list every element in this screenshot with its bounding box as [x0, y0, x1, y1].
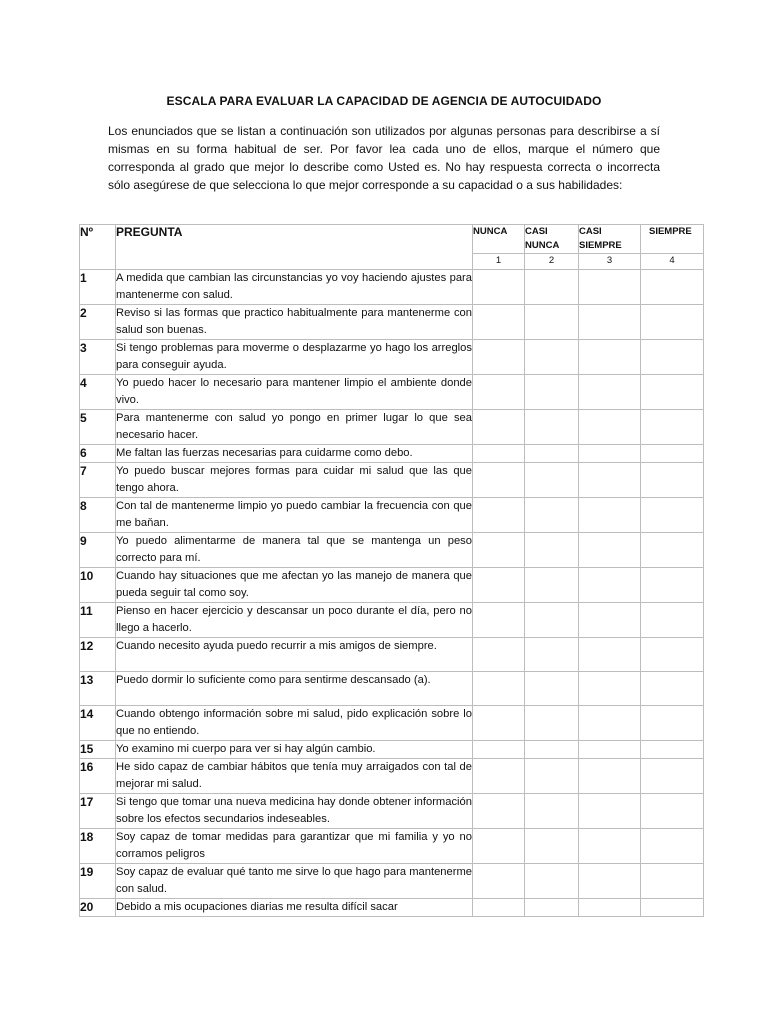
table-row [80, 638, 704, 672]
table-row [80, 305, 704, 340]
question-number: 11 [80, 603, 116, 638]
table-row [80, 706, 704, 741]
table-row [80, 498, 704, 533]
answer-cell-nunca[interactable] [473, 305, 525, 340]
answer-cell-casi-siempre[interactable] [579, 445, 641, 463]
question-text: Pienso en hacer ejercicio y descansar un poco durante el día, pero no llego a hacerlo. [116, 603, 473, 638]
answer-cell-nunca[interactable] [473, 899, 525, 917]
question-text: Debido a mis ocupaciones diarias me resulta difícil sacar [116, 899, 473, 917]
question-text: Con tal de mantenerme limpio yo puedo cambiar la frecuencia con que me baňan. [116, 498, 473, 533]
table-row [80, 899, 704, 917]
question-number: 18 [80, 829, 116, 864]
answer-cell-casi-nunca[interactable] [525, 463, 579, 498]
table-row [80, 864, 704, 899]
answer-cell-casi-siempre[interactable] [579, 794, 641, 829]
answer-cell-nunca[interactable] [473, 533, 525, 568]
question-text: Soy capaz de evaluar qué tanto me sirve lo que hago para mantenerme con salud. [116, 864, 473, 899]
answer-cell-casi-nunca[interactable] [525, 899, 579, 917]
answer-cell-nunca[interactable] [473, 706, 525, 741]
answer-cell-nunca[interactable] [473, 672, 525, 706]
question-text: Cuando obtengo información sobre mi salud, pido explicación sobre lo que no entiendo. [116, 706, 473, 741]
table-row [80, 568, 704, 603]
table-row [80, 270, 704, 305]
answer-cell-casi-siempre[interactable] [579, 603, 641, 638]
table-row [80, 463, 704, 498]
answer-cell-casi-nunca[interactable] [525, 270, 579, 305]
answer-cell-siempre[interactable] [641, 305, 704, 340]
question-number: 20 [80, 899, 116, 917]
answer-cell-siempre[interactable] [641, 463, 704, 498]
answer-cell-casi-siempre[interactable] [579, 498, 641, 533]
header-question: PREGUNTA [116, 225, 473, 270]
question-number: 12 [80, 638, 116, 672]
answer-cell-casi-nunca[interactable] [525, 375, 579, 410]
answer-cell-casi-siempre[interactable] [579, 741, 641, 759]
question-number: 10 [80, 568, 116, 603]
header-number: Nº [80, 225, 116, 270]
question-number: 2 [80, 305, 116, 340]
answer-cell-siempre[interactable] [641, 706, 704, 741]
question-number: 17 [80, 794, 116, 829]
table-row [80, 829, 704, 864]
question-number: 19 [80, 864, 116, 899]
answer-cell-casi-nunca[interactable] [525, 672, 579, 706]
question-text: Si tengo problemas para moverme o desplazarme yo hago los arreglos para conseguir ayuda. [116, 340, 473, 375]
answer-cell-casi-siempre[interactable] [579, 829, 641, 864]
answer-cell-nunca[interactable] [473, 463, 525, 498]
table-row [80, 759, 704, 794]
answer-cell-casi-nunca[interactable] [525, 340, 579, 375]
answer-cell-siempre[interactable] [641, 375, 704, 410]
header-option-nunca: NUNCA [473, 225, 525, 254]
answer-cell-casi-nunca[interactable] [525, 410, 579, 445]
header-option-siempre: SIEMPRE [641, 225, 704, 254]
answer-cell-siempre[interactable] [641, 568, 704, 603]
answer-cell-nunca[interactable] [473, 410, 525, 445]
question-text: Soy capaz de tomar medidas para garantizar que mi familia y yo no corramos peligros [116, 829, 473, 864]
answer-cell-nunca[interactable] [473, 568, 525, 603]
answer-cell-siempre[interactable] [641, 498, 704, 533]
answer-cell-siempre[interactable] [641, 340, 704, 375]
table-row [80, 340, 704, 375]
answer-cell-nunca[interactable] [473, 340, 525, 375]
answer-cell-siempre[interactable] [641, 829, 704, 864]
answer-cell-nunca[interactable] [473, 829, 525, 864]
answer-cell-casi-siempre[interactable] [579, 638, 641, 672]
answer-cell-siempre[interactable] [641, 794, 704, 829]
question-text: He sido capaz de cambiar hábitos que tenía muy arraigados con tal de mejorar mi salud. [116, 759, 473, 794]
answer-cell-siempre[interactable] [641, 759, 704, 794]
question-number: 8 [80, 498, 116, 533]
answer-cell-nunca[interactable] [473, 759, 525, 794]
answer-cell-casi-siempre[interactable] [579, 759, 641, 794]
answer-cell-siempre[interactable] [641, 864, 704, 899]
answer-cell-nunca[interactable] [473, 270, 525, 305]
question-number: 7 [80, 463, 116, 498]
question-text: Si tengo que tomar una nueva medicina hay donde obtener información sobre los efectos secundarios indeseables. [116, 794, 473, 829]
answer-cell-casi-siempre[interactable] [579, 463, 641, 498]
answer-cell-casi-nunca[interactable] [525, 759, 579, 794]
table-row [80, 533, 704, 568]
header-option-casi-nunca: CASI NUNCA [525, 225, 579, 254]
answer-cell-siempre[interactable] [641, 410, 704, 445]
answer-cell-casi-siempre[interactable] [579, 533, 641, 568]
table-row [80, 375, 704, 410]
table-row [80, 741, 704, 759]
questionnaire-table [79, 224, 704, 917]
table-row [80, 672, 704, 706]
question-text: Yo puedo buscar mejores formas para cuidar mi salud que las que tengo ahora. [116, 463, 473, 498]
answer-cell-nunca[interactable] [473, 498, 525, 533]
answer-cell-casi-nunca[interactable] [525, 638, 579, 672]
question-number: 5 [80, 410, 116, 445]
question-text: Yo puedo hacer lo necesario para mantener limpio el ambiente donde vivo. [116, 375, 473, 410]
answer-cell-siempre[interactable] [641, 533, 704, 568]
question-number: 9 [80, 533, 116, 568]
question-text: Reviso si las formas que practico habitualmente para mantenerme con salud son buenas. [116, 305, 473, 340]
answer-cell-siempre[interactable] [641, 603, 704, 638]
question-text: Me faltan las fuerzas necesarias para cuidarme como debo. [116, 445, 473, 463]
question-number: 13 [80, 672, 116, 706]
answer-cell-nunca[interactable] [473, 375, 525, 410]
option-value-casi-nunca: 2 [525, 254, 579, 270]
answer-cell-casi-nunca[interactable] [525, 305, 579, 340]
header-option-casi-siempre: CASI SIEMPRE [579, 225, 641, 254]
question-text: Cuando necesito ayuda puedo recurrir a mis amigos de siempre. [116, 638, 473, 672]
question-text: Yo puedo alimentarme de manera tal que se mantenga un peso correcto para mí. [116, 533, 473, 568]
question-number: 16 [80, 759, 116, 794]
answer-cell-casi-siempre[interactable] [579, 270, 641, 305]
question-number: 14 [80, 706, 116, 741]
answer-cell-casi-siempre[interactable] [579, 410, 641, 445]
question-text: Cuando hay situaciones que me afectan yo las manejo de manera que pueda seguir tal como soy. [116, 568, 473, 603]
answer-cell-nunca[interactable] [473, 864, 525, 899]
answer-cell-siempre[interactable] [641, 445, 704, 463]
question-number: 4 [80, 375, 116, 410]
answer-cell-casi-nunca[interactable] [525, 445, 579, 463]
option-value-nunca: 1 [473, 254, 525, 270]
option-value-casi-siempre: 3 [579, 254, 641, 270]
question-text: Yo examino mi cuerpo para ver si hay algún cambio. [116, 741, 473, 759]
answer-cell-casi-nunca[interactable] [525, 603, 579, 638]
question-number: 15 [80, 741, 116, 759]
answer-cell-casi-nunca[interactable] [525, 568, 579, 603]
answer-cell-casi-siempre[interactable] [579, 340, 641, 375]
answer-cell-nunca[interactable] [473, 741, 525, 759]
answer-cell-siempre[interactable] [641, 270, 704, 305]
answer-cell-casi-siempre[interactable] [579, 706, 641, 741]
answer-cell-nunca[interactable] [473, 794, 525, 829]
answer-cell-casi-siempre[interactable] [579, 899, 641, 917]
answer-cell-nunca[interactable] [473, 638, 525, 672]
table-row [80, 445, 704, 463]
answer-cell-nunca[interactable] [473, 603, 525, 638]
table-row [80, 603, 704, 638]
answer-cell-casi-siempre[interactable] [579, 375, 641, 410]
question-text: Puedo dormir lo suficiente como para sentirme descansado (a). [116, 672, 473, 706]
table-header-row [80, 225, 704, 254]
answer-cell-casi-nunca[interactable] [525, 706, 579, 741]
answer-cell-casi-nunca[interactable] [525, 864, 579, 899]
answer-cell-nunca[interactable] [473, 445, 525, 463]
question-text: Para mantenerme con salud yo pongo en primer lugar lo que sea necesario hacer. [116, 410, 473, 445]
question-text: A medida que cambian las circunstancias yo voy haciendo ajustes para mantenerme con salud. [116, 270, 473, 305]
answer-cell-casi-nunca[interactable] [525, 741, 579, 759]
answer-cell-casi-siempre[interactable] [579, 568, 641, 603]
table-row [80, 410, 704, 445]
answer-cell-siempre[interactable] [641, 899, 704, 917]
instructions-paragraph: Los enunciados que se listan a continuación son utilizados por algunas personas para describirse a sí mismas en su forma habitual de ser. Por favor lea cada uno de ellos, marque el número que corresponda al grado que mejor lo describe como Usted es. No hay respuesta correcta o incorrecta sólo asegúrese de que selecciona lo que mejor corresponde a su capacidad o a sus habilidades: [108, 124, 660, 192]
answer-cell-casi-siempre[interactable] [579, 864, 641, 899]
question-number: 3 [80, 340, 116, 375]
answer-cell-siempre[interactable] [641, 672, 704, 706]
answer-cell-casi-nunca[interactable] [525, 498, 579, 533]
option-value-siempre: 4 [641, 254, 704, 270]
answer-cell-siempre[interactable] [641, 638, 704, 672]
answer-cell-casi-nunca[interactable] [525, 829, 579, 864]
answer-cell-casi-nunca[interactable] [525, 794, 579, 829]
table-row [80, 794, 704, 829]
question-number: 6 [80, 445, 116, 463]
answer-cell-casi-nunca[interactable] [525, 533, 579, 568]
answer-cell-siempre[interactable] [641, 741, 704, 759]
document-title: ESCALA PARA EVALUAR LA CAPACIDAD DE AGENCIA DE AUTOCUIDADO [166, 94, 602, 108]
question-number: 1 [80, 270, 116, 305]
answer-cell-casi-siempre[interactable] [579, 305, 641, 340]
answer-cell-casi-siempre[interactable] [579, 672, 641, 706]
